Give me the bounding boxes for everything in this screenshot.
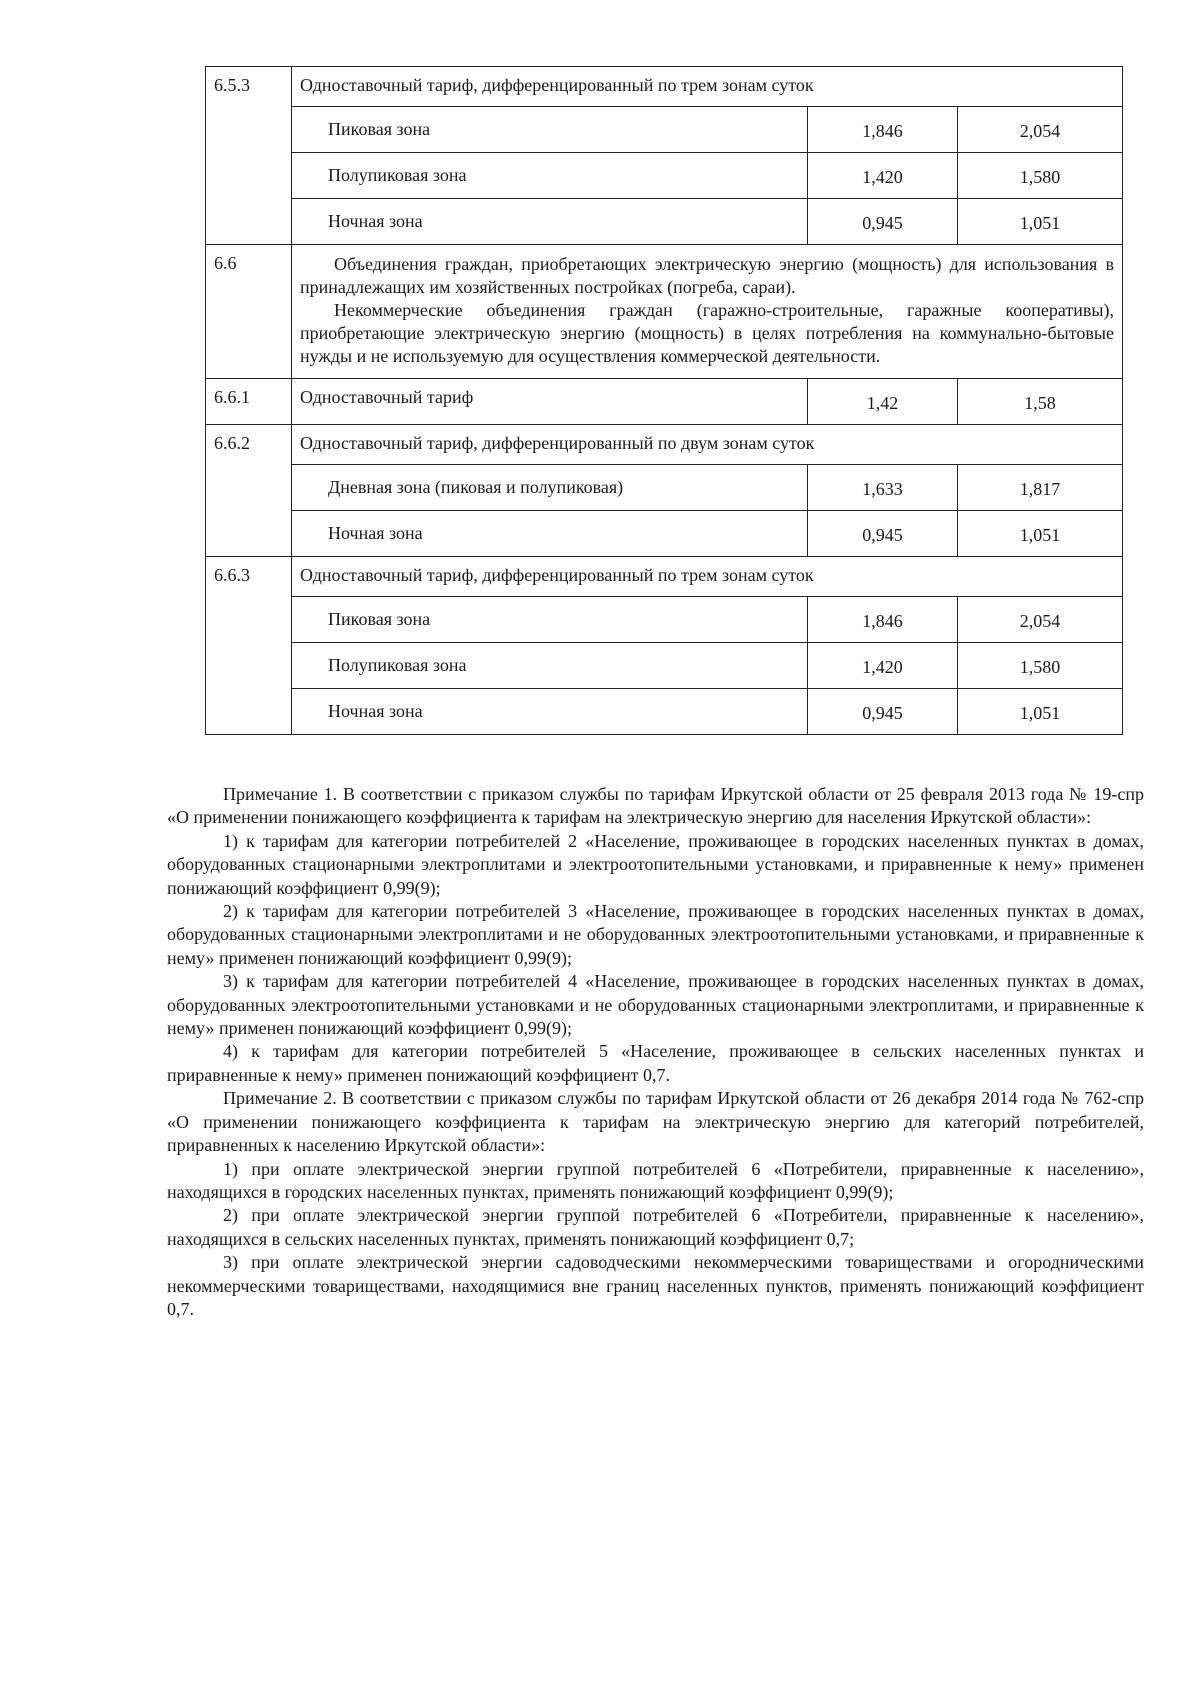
table-row	[206, 465, 1123, 511]
table-row	[206, 643, 1123, 689]
section-number: 6.5.3	[206, 67, 292, 245]
tariff-value-2: 2,054	[957, 107, 1122, 153]
tariff-value-2: 1,580	[957, 643, 1122, 689]
zone-name: Полупиковая зона	[292, 643, 808, 689]
zone-name: Дневная зона (пиковая и полупиковая)	[292, 465, 808, 511]
tariff-value-2: 1,051	[957, 689, 1122, 735]
section-title: Одноставочный тариф, дифференцированный по трем зонам суток	[292, 557, 1123, 597]
tariff-value-2: 1,051	[957, 199, 1122, 245]
table-row	[206, 107, 1123, 153]
tariff-table	[205, 66, 1123, 735]
note-2-heading: Примечание 2. В соответствии с приказом службы по тарифам Иркутской области от 26 декабря 2014 года № 762-спр «О применении понижающего коэффициента к тарифам на электрическую энергию для категорий потребителей, приравненных к населению Иркутской области»:	[167, 1088, 1144, 1156]
table-row	[206, 425, 1123, 465]
zone-name: Пиковая зона	[292, 107, 808, 153]
note-2-item: 1) при оплате электрической энергии группой потребителей 6 «Потребители, приравненные к населению», находящихся в городских населенных пунктах, применять понижающий коэффициент 0,99(9);	[167, 1158, 1144, 1202]
tariff-value-1: 0,945	[807, 511, 957, 557]
zone-name: Ночная зона	[292, 199, 808, 245]
zone-name: Ночная зона	[292, 689, 808, 735]
section-title: Одноставочный тариф	[292, 379, 808, 425]
tariff-value-1: 1,420	[807, 643, 957, 689]
note-2-item: 3) при оплате электрической энергии садоводческими некоммерческими товариществами и огородническими некоммерческими товариществами, находящимися вне границ населенных пунктов, применять понижающий коэффициент 0,7.	[167, 1252, 1144, 1319]
section-number: 6.6	[206, 245, 292, 379]
table-row	[206, 379, 1123, 425]
table-row	[206, 245, 1123, 379]
tariff-value-2: 2,054	[957, 597, 1122, 643]
tariff-value-2: 1,051	[957, 511, 1122, 557]
zone-name: Пиковая зона	[292, 597, 808, 643]
table-row	[206, 67, 1123, 107]
tariff-value-1: 1,42	[807, 379, 957, 425]
section-title: Одноставочный тариф, дифференцированный по двум зонам суток	[292, 425, 1123, 465]
tariff-value-1: 0,945	[807, 199, 957, 245]
note-2-item: 2) при оплате электрической энергии группой потребителей 6 «Потребители, приравненные к населению», находящихся в сельских населенных пунктах, применять понижающий коэффициент 0,7;	[167, 1205, 1144, 1249]
note-1-item: 2) к тарифам для категории потребителей 3 «Население, проживающее в городских населенных пунктах в домах, оборудованных стационарными электроплитами и не оборудованных электроотопительными установками, и приравненные к нему» применен понижающий коэффициент 0,99(9);	[167, 901, 1144, 968]
description-paragraph: Объединения граждан, приобретающих электрическую энергию (мощность) для использования в принадлежащих им хозяйственных постройках (погреба, сараи).	[300, 254, 1114, 297]
tariff-value-2: 1,580	[957, 153, 1122, 199]
section-description	[292, 245, 1123, 379]
tariff-value-1: 1,846	[807, 597, 957, 643]
tariff-value-1: 1,420	[807, 153, 957, 199]
note-1-heading: Примечание 1. В соответствии с приказом службы по тарифам Иркутской области от 25 февраля 2013 года № 19-спр «О применении понижающего коэффициента к тарифам на электрическую энергию для населения Иркутской области»:	[167, 784, 1144, 828]
table-row	[206, 597, 1123, 643]
section-number: 6.6.1	[206, 379, 292, 425]
table-row	[206, 199, 1123, 245]
tariff-value-2: 1,817	[957, 465, 1122, 511]
notes-section	[167, 783, 1144, 1321]
note-1-item: 3) к тарифам для категории потребителей 4 «Население, проживающее в городских населенных пунктах в домах, оборудованных электроотопительными установками и не оборудованных стационарными электроплитами, и приравненные к нему» применен понижающий коэффициент 0,99(9);	[167, 971, 1144, 1039]
note-1-item: 4) к тарифам для категории потребителей 5 «Население, проживающее в сельских населенных пунктах и приравненные к нему» применен понижающий коэффициент 0,7.	[167, 1041, 1144, 1085]
tariff-value-2: 1,58	[957, 379, 1122, 425]
tariff-value-1: 1,846	[807, 107, 957, 153]
tariff-table-wrapper	[205, 66, 1123, 735]
table-row	[206, 557, 1123, 597]
zone-name: Полупиковая зона	[292, 153, 808, 199]
tariff-value-1: 1,633	[807, 465, 957, 511]
section-number: 6.6.3	[206, 557, 292, 735]
table-row	[206, 689, 1123, 735]
table-row	[206, 153, 1123, 199]
section-title: Одноставочный тариф, дифференцированный по трем зонам суток	[292, 67, 1123, 107]
zone-name: Ночная зона	[292, 511, 808, 557]
description-paragraph: Некоммерческие объединения граждан (гаражно-строительные, гаражные кооперативы), приобретающие электрическую энергию (мощность) в целях потребления на коммунально-бытовые нужды и не используемую для осуществления коммерческой деятельности.	[300, 300, 1114, 366]
section-number: 6.6.2	[206, 425, 292, 557]
table-row	[206, 511, 1123, 557]
note-1-item: 1) к тарифам для категории потребителей 2 «Население, проживающее в городских населенных пунктах в домах, оборудованных стационарными электроплитами и электроотопительными установками, и приравненные к нему» применен понижающий коэффициент 0,99(9);	[167, 830, 1144, 898]
tariff-value-1: 0,945	[807, 689, 957, 735]
